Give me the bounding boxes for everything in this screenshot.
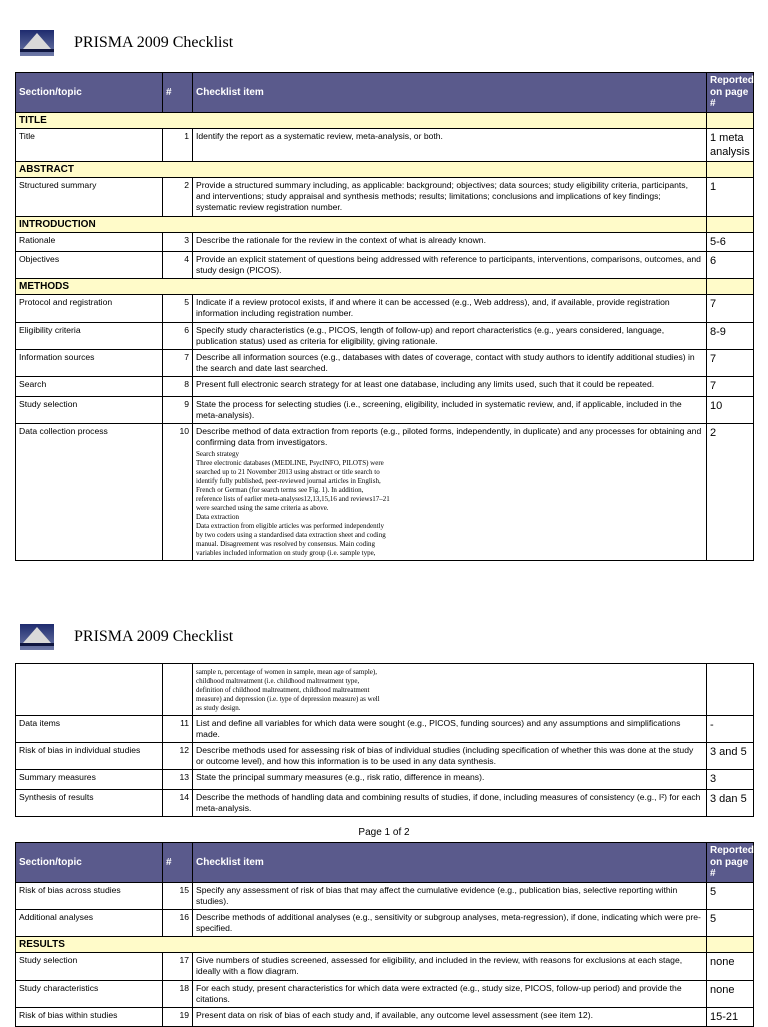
excerpt-line: reference lists of earlier meta-analyses12,13,15,16 and reviews17–21	[196, 495, 390, 504]
checklist-row	[16, 128, 754, 162]
checklist-item-text: Describe methods used for assessing risk of bias of individual studies (including specification of whether this was done at the study or outcome level), and how this information is to be used in any data synthesis.	[196, 745, 694, 767]
checklist-item-cell	[193, 423, 707, 560]
item-number: 9	[163, 396, 193, 423]
checklist-item-text: Describe all information sources (e.g., databases with dates of coverage, contact with study authors to identify additional studies) in the search and date last searched.	[196, 351, 695, 374]
checklist-row	[16, 789, 754, 816]
doc-title: PRISMA 2009 Checklist	[74, 34, 234, 51]
topic-cell: Study selection	[16, 953, 163, 980]
checklist-row	[16, 715, 754, 742]
checklist-row	[16, 377, 754, 396]
reported-page-cell: 5	[707, 882, 754, 909]
checklist-row	[16, 953, 754, 980]
page-number: Page 1 of 2	[358, 827, 410, 838]
excerpt-line: definition of childhood maltreatment, childhood maltreatment	[196, 685, 370, 694]
excerpt-line: childhood maltreatment (i.e. childhood maltreatment type,	[196, 676, 360, 685]
reported-page-cell: 3	[707, 770, 754, 789]
section-label: RESULTS	[16, 937, 707, 953]
checklist-item-text: Describe the methods of handling data and combining results of studies, if done, including measures of consistency (e.g., I²) for each meta-analysis.	[196, 791, 701, 813]
checklist-item-cell	[193, 377, 707, 396]
topic-cell: Risk of bias in individual studies	[16, 743, 163, 770]
checklist-item-cell	[193, 882, 707, 909]
checklist-item-text: Describe method of data extraction from reports (e.g., piloted forms, independently, in duplicate) and any processes for obtaining and confirming data from investigators.	[196, 425, 702, 448]
reported-page-cell: 7	[707, 377, 754, 396]
reported-page-cell: 8-9	[707, 322, 754, 349]
reported-page-cell: 15-21	[707, 1007, 754, 1026]
checklist-row	[16, 295, 754, 322]
topic-cell: Search	[16, 377, 163, 396]
reported-page-cell: 7	[707, 349, 754, 376]
checklist-item-text: Present full electronic search strategy for at least one database, including any limits used, such that it could be repeated.	[196, 379, 655, 390]
checklist-item-text: Provide an explicit statement of questions being addressed with reference to participants, interventions, comparisons, outcomes, and study design (PICOS).	[196, 253, 701, 276]
checklist-row	[16, 251, 754, 278]
checklist-item-text: State the principal summary measures (e.g., risk ratio, difference in means).	[196, 772, 485, 783]
checklist-item-cell	[193, 349, 707, 376]
reported-page-cell: 10	[707, 396, 754, 423]
reported-page-cell: 2	[707, 423, 754, 560]
checklist-row	[16, 882, 754, 909]
checklist-item-text: Describe the rationale for the review in the context of what is already known.	[196, 234, 486, 245]
excerpt-line: Three electronic databases (MEDLINE, PsycINFO, PILOTS) were	[196, 459, 384, 468]
table-header-row	[16, 843, 754, 883]
checklist-row	[16, 349, 754, 376]
topic-cell: Title	[16, 128, 163, 162]
topic-cell: Structured summary	[16, 178, 163, 217]
section-page-cell	[707, 216, 754, 232]
doc-title: PRISMA 2009 Checklist	[74, 628, 234, 645]
excerpt-line: as study design.	[196, 703, 241, 712]
topic-cell: Summary measures	[16, 770, 163, 789]
checklist-table-2	[15, 663, 754, 817]
checklist-row	[16, 423, 754, 560]
excerpt-line: identify fully published, peer-reviewed journal articles in English,	[196, 477, 381, 486]
checklist-row	[16, 396, 754, 423]
excerpt-line: Search strategy	[196, 450, 239, 459]
checklist-item-cell	[193, 715, 707, 742]
col-header-item: Checklist item	[193, 73, 707, 113]
reported-page-cell: none	[707, 953, 754, 980]
checklist-item-cell	[193, 953, 707, 980]
checklist-item-text: Specify any assessment of risk of bias that may affect the cumulative evidence (e.g., publication bias, selective reporting within studies).	[196, 884, 678, 906]
excerpt-line: variables included information on study group (i.e. sample type,	[196, 548, 376, 557]
topic-cell: Synthesis of results	[16, 789, 163, 816]
article-excerpt	[196, 450, 703, 557]
section-page-cell	[707, 279, 754, 295]
checklist-item-text: Specify study characteristics (e.g., PICOS, length of follow-up) and report characteristics (e.g., years considered, language, publication status) used as criteria for eligibility, giving rationale.	[196, 324, 665, 346]
reported-page-cell: 5-6	[707, 232, 754, 251]
reported-page-cell: 3 dan 5	[707, 789, 754, 816]
checklist-item-text: For each study, present characteristics for which data were extracted (e.g., study size, PICOS, follow-up period) and provide the citations.	[196, 982, 682, 1004]
prisma-logo-icon	[20, 30, 54, 56]
section-page-cell	[707, 937, 754, 953]
checklist-item-cell	[193, 295, 707, 322]
checklist-item-cell	[193, 232, 707, 251]
item-number: 16	[163, 909, 193, 936]
checklist-item-cell	[193, 251, 707, 278]
topic-cell: Risk of bias across studies	[16, 882, 163, 909]
section-row	[16, 279, 754, 295]
topic-cell: Additional analyses	[16, 909, 163, 936]
item-number: 4	[163, 251, 193, 278]
continuation-row	[16, 664, 754, 716]
excerpt-line: Data extraction	[196, 512, 239, 521]
item-number: 13	[163, 770, 193, 789]
section-row	[16, 162, 754, 178]
section-label: INTRODUCTION	[16, 216, 707, 232]
item-number: 17	[163, 953, 193, 980]
excerpt-line: were searched using the same criteria as above.	[196, 503, 329, 512]
reported-page-cell: 1	[707, 178, 754, 217]
topic-cell: Risk of bias within studies	[16, 1007, 163, 1026]
checklist-item-text: List and define all variables for which data were sought (e.g., PICOS, funding sources) and any assumptions and simplifications made.	[196, 717, 681, 739]
section-row	[16, 112, 754, 128]
item-number: 7	[163, 349, 193, 376]
topic-cell: Eligibility criteria	[16, 322, 163, 349]
item-number: 1	[163, 128, 193, 162]
section-page-cell	[707, 162, 754, 178]
topic-cell: Objectives	[16, 251, 163, 278]
checklist-row	[16, 770, 754, 789]
reported-page-cell: 5	[707, 909, 754, 936]
col-header-section: Section/topic	[16, 843, 163, 883]
checklist-item-cell	[193, 322, 707, 349]
checklist-row	[16, 232, 754, 251]
item-number: 8	[163, 377, 193, 396]
col-header-num: #	[163, 73, 193, 113]
item-number: 10	[163, 423, 193, 560]
excerpt-line: measure) and depression (i.e. type of depression measure) as well	[196, 694, 380, 703]
checklist-item-cell	[193, 770, 707, 789]
checklist-row	[16, 743, 754, 770]
excerpt-line: searched up to 21 November 2013 using abstract or title search to	[196, 468, 380, 477]
excerpt-line: Data extraction from eligible articles was performed independently	[196, 521, 384, 530]
section-label: TITLE	[16, 112, 707, 128]
item-number: 5	[163, 295, 193, 322]
article-excerpt-continued	[196, 668, 703, 713]
col-header-item: Checklist item	[193, 843, 707, 883]
reported-page-cell: -	[707, 715, 754, 742]
topic-cell: Data items	[16, 715, 163, 742]
checklist-table-1	[15, 72, 754, 561]
section-row	[16, 937, 754, 953]
topic-cell: Rationale	[16, 232, 163, 251]
item-number: 11	[163, 715, 193, 742]
checklist-item-text: Give numbers of studies screened, assessed for eligibility, and included in the review, with reasons for exclusions at each stage, ideally with a flow diagram.	[196, 955, 683, 977]
item-number: 15	[163, 882, 193, 909]
doc-header-2	[20, 622, 233, 652]
reported-page-cell: 7	[707, 295, 754, 322]
reported-page-cell: none	[707, 980, 754, 1007]
excerpt-line: French or German (for search terms see Fig. 1). In addition,	[196, 486, 364, 495]
doc-header-1	[20, 28, 233, 58]
checklist-item-cell	[193, 128, 707, 162]
col-header-section: Section/topic	[16, 73, 163, 113]
item-number: 19	[163, 1007, 193, 1026]
reported-page-cell: 1 meta analysis	[707, 128, 754, 162]
topic-cell: Data collection process	[16, 423, 163, 560]
item-number: 6	[163, 322, 193, 349]
item-number: 18	[163, 980, 193, 1007]
checklist-row	[16, 322, 754, 349]
topic-cell: Study characteristics	[16, 980, 163, 1007]
section-label: ABSTRACT	[16, 162, 707, 178]
excerpt-line: by two coders using a standardised data extraction sheet and coding	[196, 530, 386, 539]
col-header-page: Reported on page #	[707, 843, 754, 883]
item-number: 14	[163, 789, 193, 816]
prisma-logo-icon	[20, 624, 54, 650]
checklist-item-cell	[193, 980, 707, 1007]
checklist-item-text: Identify the report as a systematic review, meta-analysis, or both.	[196, 130, 443, 141]
checklist-row	[16, 980, 754, 1007]
checklist-item-cell	[193, 743, 707, 770]
item-number: 12	[163, 743, 193, 770]
checklist-row	[16, 178, 754, 217]
checklist-item-text: Present data on risk of bias of each study and, if available, any outcome level assessment (see item 12).	[196, 1009, 593, 1020]
checklist-table-3	[15, 842, 754, 1027]
excerpt-line: sample n, percentage of women in sample, mean age of sample),	[196, 668, 377, 676]
excerpt-line: manual. Disagreement was resolved by consensus. Main coding	[196, 539, 376, 548]
col-header-num: #	[163, 843, 193, 883]
topic-cell: Study selection	[16, 396, 163, 423]
reported-page-cell: 3 and 5	[707, 743, 754, 770]
checklist-item-text: Indicate if a review protocol exists, if and where it can be accessed (e.g., Web address), and, if available, provide registration information including registration number.	[196, 297, 670, 319]
checklist-item-cell	[193, 178, 707, 217]
topic-cell: Information sources	[16, 349, 163, 376]
section-label: METHODS	[16, 279, 707, 295]
section-page-cell	[707, 112, 754, 128]
checklist-item-text: Provide a structured summary including, as applicable: background; objectives; data sources; study eligibility criteria, participants, and interventions; study appraisal and synthesis methods; results; limitations; conclusions and implications of key findings; systematic review registration number.	[196, 180, 688, 213]
col-header-page: Reported on page #	[707, 73, 754, 113]
table-header-row	[16, 73, 754, 113]
checklist-item-cell	[193, 396, 707, 423]
checklist-row	[16, 909, 754, 936]
checklist-item-cell	[193, 789, 707, 816]
checklist-item-cell	[193, 909, 707, 936]
item-number: 3	[163, 232, 193, 251]
reported-page-cell: 6	[707, 251, 754, 278]
checklist-item-text: Describe methods of additional analyses (e.g., sensitivity or subgroup analyses, meta-regression), if done, indicating which were pre-specified.	[196, 911, 701, 934]
topic-cell: Protocol and registration	[16, 295, 163, 322]
item-number: 2	[163, 178, 193, 217]
section-row	[16, 216, 754, 232]
checklist-item-text: State the process for selecting studies (i.e., screening, eligibility, included in systematic review, and, if applicable, included in the meta-analysis).	[196, 398, 682, 420]
